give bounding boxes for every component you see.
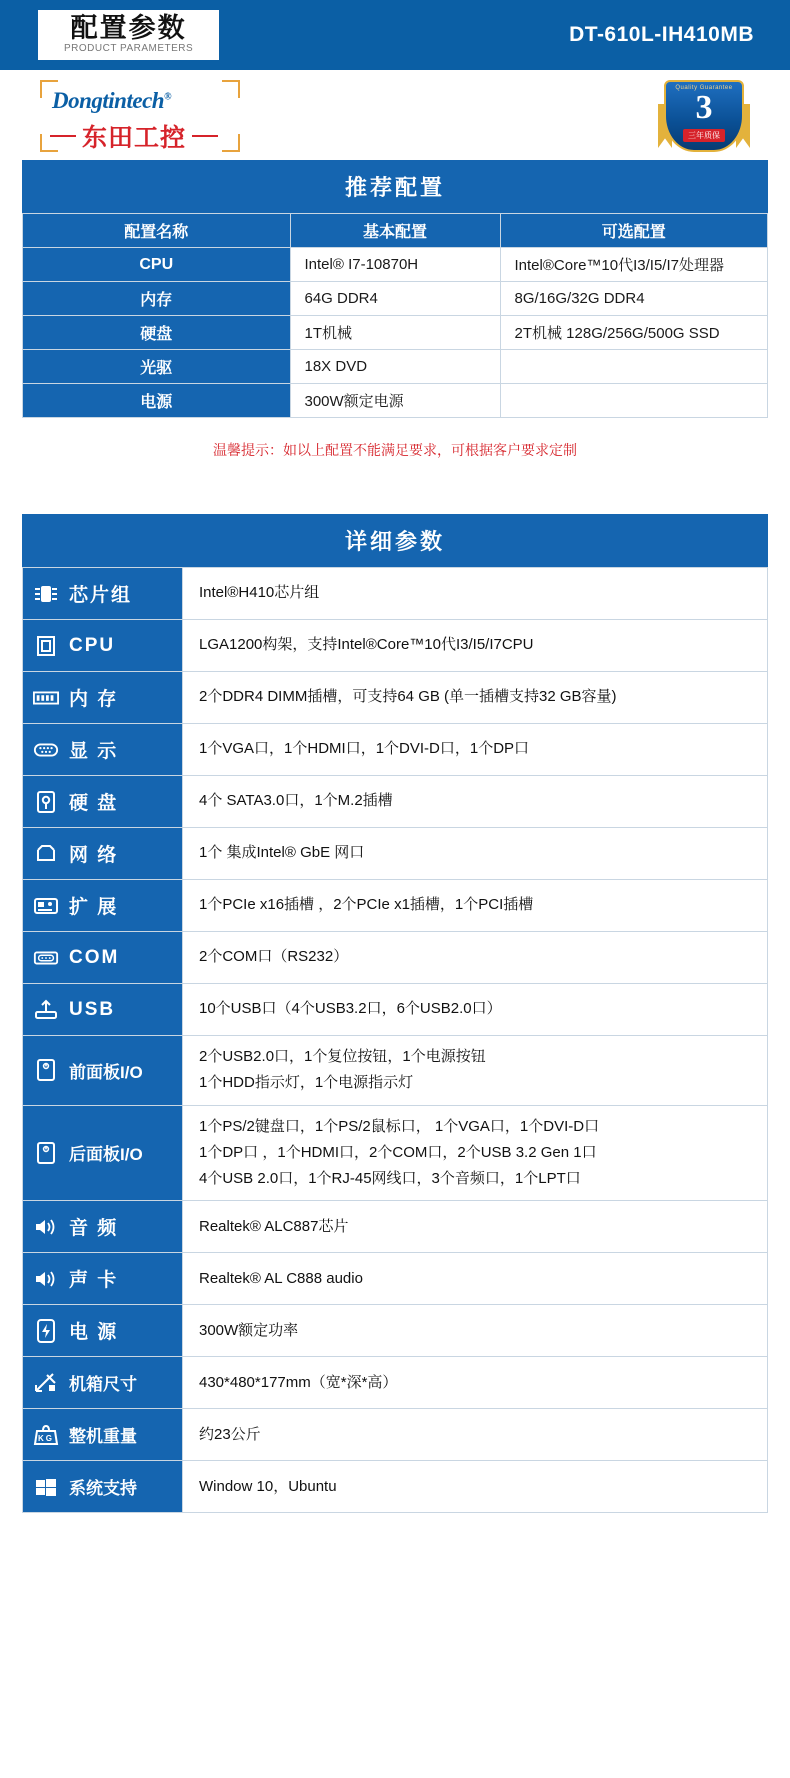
detail-row-label: 扩 展 (69, 897, 119, 918)
detail-row-value-line: 1个PCIe x16插槽 ，2个PCIe x1插槽，1个PCI插槽 (199, 896, 534, 914)
rear-panel-icon (33, 1140, 59, 1166)
detail-row-label: 硬 盘 (69, 793, 119, 814)
detail-row-label-cell (23, 932, 183, 984)
detail-row-label-cell (23, 724, 183, 776)
row-label: 内存 (23, 282, 291, 316)
detail-row-label-cell (23, 776, 183, 828)
table-row (23, 316, 768, 350)
detail-row-value-cell (183, 724, 768, 776)
detail-row-label-inner (33, 788, 176, 815)
badge-bottom-text: 三年质保 (683, 129, 725, 142)
detail-row-value-line: 1个PS/2键盘口，1个PS/2鼠标口， 1个VGA口，1个DVI-D口 (199, 1117, 600, 1135)
detail-row-label: 前面板I/O (69, 1062, 143, 1082)
config-tip: 温馨提示：如以上配置不能满足要求，可根据客户要求定制 (213, 442, 577, 458)
detail-row (23, 1461, 768, 1513)
detail-row-label: 机箱尺寸 (69, 1375, 137, 1395)
detail-row-value-cell (183, 568, 768, 620)
page-subtitle: PRODUCT PARAMETERS (64, 42, 194, 54)
detail-row-label: CPU (69, 634, 116, 656)
detail-row-label: 整机重量 (69, 1427, 137, 1447)
table-row (23, 248, 768, 282)
table-row (23, 384, 768, 418)
detail-row-label: 后面板I/O (69, 1145, 143, 1165)
detail-row (23, 1105, 768, 1201)
windows-icon (33, 1474, 59, 1500)
detail-row-value-cell (183, 1461, 768, 1513)
table-header-row (23, 214, 768, 248)
detail-row-label-inner (33, 736, 176, 763)
detail-row-label-cell (23, 1461, 183, 1513)
detail-row-label-inner (33, 892, 176, 919)
detail-row (23, 932, 768, 984)
expansion-icon (33, 893, 59, 919)
detail-row (23, 1305, 768, 1357)
detail-row-value-line: Realtek® AL C888 audio (199, 1269, 363, 1287)
detail-row-value-line: 2个COM口（RS232） (199, 948, 349, 966)
detail-row-label-inner (33, 1140, 176, 1166)
page-header (0, 0, 790, 70)
detail-row (23, 1409, 768, 1461)
row-optional-value: 8G/16G/32G DDR4 (500, 282, 768, 316)
power-icon (33, 1318, 59, 1344)
badge-number: 3 (695, 89, 713, 126)
detail-row-value-cell (183, 672, 768, 724)
table-row (23, 282, 768, 316)
detail-row-label-inner (33, 1370, 176, 1396)
detail-row-value-cell (183, 1105, 768, 1201)
detail-row-value-cell (183, 620, 768, 672)
detail-row (23, 880, 768, 932)
detail-row-label: 音 频 (69, 1218, 119, 1240)
detail-row-value-line: 300W额定功率 (199, 1321, 299, 1339)
row-basic-value: 300W额定电源 (290, 384, 500, 418)
detail-row-value-line: 10个USB口（4个USB3.2口，6个USB2.0口） (199, 1000, 502, 1018)
detail-row-value-line: Window 10，Ubuntu (199, 1477, 337, 1495)
harddisk-icon (33, 789, 59, 815)
detail-row-label-cell (23, 1409, 183, 1461)
detail-row-label: COM (69, 946, 120, 968)
warranty-badge (658, 74, 750, 156)
weight-icon (33, 1422, 59, 1448)
detail-row-label-inner (33, 840, 176, 867)
detail-row-label-cell (23, 1305, 183, 1357)
svg-text:KG: KG (38, 1433, 54, 1443)
detail-row-value-line: Realtek® ALC887芯片 (199, 1217, 349, 1235)
detail-row-label: 电 源 (69, 1322, 119, 1344)
row-basic-value: Intel® I7-10870H (290, 248, 500, 282)
column-header-basic: 基本配置 (290, 214, 500, 248)
detail-row-label-cell (23, 620, 183, 672)
detail-row-label-inner (33, 945, 176, 971)
detail-row-label-cell (23, 1036, 183, 1106)
memory-icon (33, 685, 59, 711)
logo-name-en (52, 88, 171, 114)
chipset-icon (33, 581, 59, 607)
row-basic-value: 1T机械 (290, 316, 500, 350)
badge-top-text: Quality Guarantee (675, 85, 733, 91)
display-icon (33, 737, 59, 763)
row-basic-value: 64G DDR4 (290, 282, 500, 316)
bottom-spacer (0, 1513, 790, 1553)
detail-row-label-cell (23, 984, 183, 1036)
company-logo (40, 80, 240, 152)
logo-name-en-text: Dongtintech (52, 88, 165, 113)
logo-dash-icon (50, 135, 76, 137)
product-model: DT-610L-IH410MB (569, 23, 754, 46)
com-port-icon (33, 945, 59, 971)
detail-row-label-inner (33, 1057, 176, 1083)
logo-dash-icon (192, 135, 218, 137)
detail-row-label: 内 存 (69, 689, 119, 710)
detail-row (23, 1036, 768, 1106)
logo-corner-icon (222, 134, 240, 152)
soundcard-icon (33, 1266, 59, 1292)
badge-shield-icon (664, 80, 744, 152)
front-panel-icon (33, 1057, 59, 1083)
recommended-config-banner: 推荐配置 (22, 160, 768, 213)
detail-row-value-cell (183, 1305, 768, 1357)
spacer (0, 460, 790, 514)
detail-row-label: 显 示 (69, 741, 119, 762)
brand-row (0, 70, 790, 160)
row-optional-value: 2T机械 128G/256G/500G SSD (500, 316, 768, 350)
detail-row-label: USB (69, 998, 116, 1020)
detail-row-label-cell (23, 568, 183, 620)
detail-row (23, 620, 768, 672)
detail-row-label-cell (23, 672, 183, 724)
detail-row-value-cell (183, 1357, 768, 1409)
detail-row (23, 1357, 768, 1409)
detail-row-value-line: 2个DDR4 DIMM插槽，可支持64 GB (单一插槽支持32 GB容量) (199, 688, 617, 706)
detail-row-value-line: 1个DP口 ，1个HDMI口，2个COM口，2个USB 3.2 Gen 1口 (199, 1143, 597, 1161)
detail-row-value-line: 4个 SATA3.0口，1个M.2插槽 (199, 792, 393, 810)
detail-row-label-inner (33, 1213, 176, 1240)
detail-row-value-cell (183, 932, 768, 984)
detail-row (23, 724, 768, 776)
detail-row-label-inner (33, 633, 176, 659)
row-basic-value: 18X DVD (290, 350, 500, 384)
detail-row-value-line: LGA1200构架，支持Intel®Core™10代I3/I5/I7CPU (199, 636, 534, 654)
detail-row-value-cell (183, 1201, 768, 1253)
detail-row-label: 系统支持 (69, 1479, 137, 1499)
detail-row-label-cell (23, 1201, 183, 1253)
detail-row-value-cell (183, 1409, 768, 1461)
detail-row-value-cell (183, 880, 768, 932)
detail-row-value-cell (183, 984, 768, 1036)
detail-row-label-inner (33, 1474, 176, 1500)
detail-row-value-line: 4个USB 2.0口，1个RJ-45网线口，3个音频口，1个LPT口 (199, 1170, 581, 1187)
row-optional-value (500, 350, 768, 384)
detail-row-label-inner (33, 580, 176, 607)
row-label: 硬盘 (23, 316, 291, 350)
detail-row-value-line: 1个 集成Intel® GbE 网口 (199, 844, 365, 862)
detail-row (23, 568, 768, 620)
column-header-optional: 可选配置 (500, 214, 768, 248)
column-header-name: 配置名称 (23, 214, 291, 248)
logo-name-cn-wrap (50, 118, 218, 154)
detail-row-value-line: Intel®H410芯片组 (199, 584, 320, 602)
detail-row-label: 芯片组 (69, 585, 133, 606)
page-title: 配置参数 (70, 12, 187, 43)
registered-mark-icon: ® (164, 91, 172, 103)
recommended-config-table (22, 213, 768, 418)
detail-row (23, 672, 768, 724)
row-optional-value: Intel®Core™10代I3/I5/I7处理器 (500, 248, 768, 282)
detail-row-label-cell (23, 828, 183, 880)
detail-row-label-cell (23, 1105, 183, 1201)
detail-row-value-line: 1个HDD指示灯，1个电源指示灯 (199, 1074, 414, 1092)
detail-params-banner: 详细参数 (22, 514, 768, 567)
detail-row (23, 984, 768, 1036)
row-label: 光驱 (23, 350, 291, 384)
detail-row-value-cell (183, 1036, 768, 1106)
header-title-box (38, 10, 219, 61)
row-optional-value (500, 384, 768, 418)
detail-row-label-inner (33, 684, 176, 711)
detail-row-value-line: 430*480*177mm（宽*深*高） (199, 1373, 398, 1391)
detail-row-value-cell (183, 828, 768, 880)
detail-row-value-cell (183, 776, 768, 828)
usb-icon (33, 997, 59, 1023)
row-label: 电源 (23, 384, 291, 418)
detail-row-label-inner (33, 997, 176, 1023)
network-icon (33, 841, 59, 867)
detail-row-label-inner (33, 1265, 176, 1292)
detail-row-label-cell (23, 880, 183, 932)
detail-row-label: 网 络 (69, 845, 119, 866)
table-row (23, 350, 768, 384)
detail-row (23, 1253, 768, 1305)
detail-row (23, 828, 768, 880)
detail-params-table (22, 567, 768, 1513)
detail-row-label: 声 卡 (69, 1270, 119, 1292)
detail-row (23, 1201, 768, 1253)
logo-name-cn: 东田工控 (82, 124, 187, 152)
detail-row-label-cell (23, 1253, 183, 1305)
audio-icon (33, 1214, 59, 1240)
logo-corner-icon (222, 80, 240, 98)
cpu-icon (33, 633, 59, 659)
detail-row-value-line: 1个VGA口，1个HDMI口，1个DVI-D口，1个DP口 (199, 740, 530, 758)
detail-row-label-inner (33, 1422, 176, 1448)
detail-row-label-inner (33, 1317, 176, 1344)
detail-row-value-line: 2个USB2.0口，1个复位按钮，1个电源按钮 (199, 1048, 486, 1065)
detail-row-value-line: 约23公斤 (199, 1425, 261, 1443)
row-label: CPU (23, 248, 291, 282)
detail-row (23, 776, 768, 828)
detail-row-value-cell (183, 1253, 768, 1305)
detail-row-label-cell (23, 1357, 183, 1409)
dimension-icon (33, 1370, 59, 1396)
